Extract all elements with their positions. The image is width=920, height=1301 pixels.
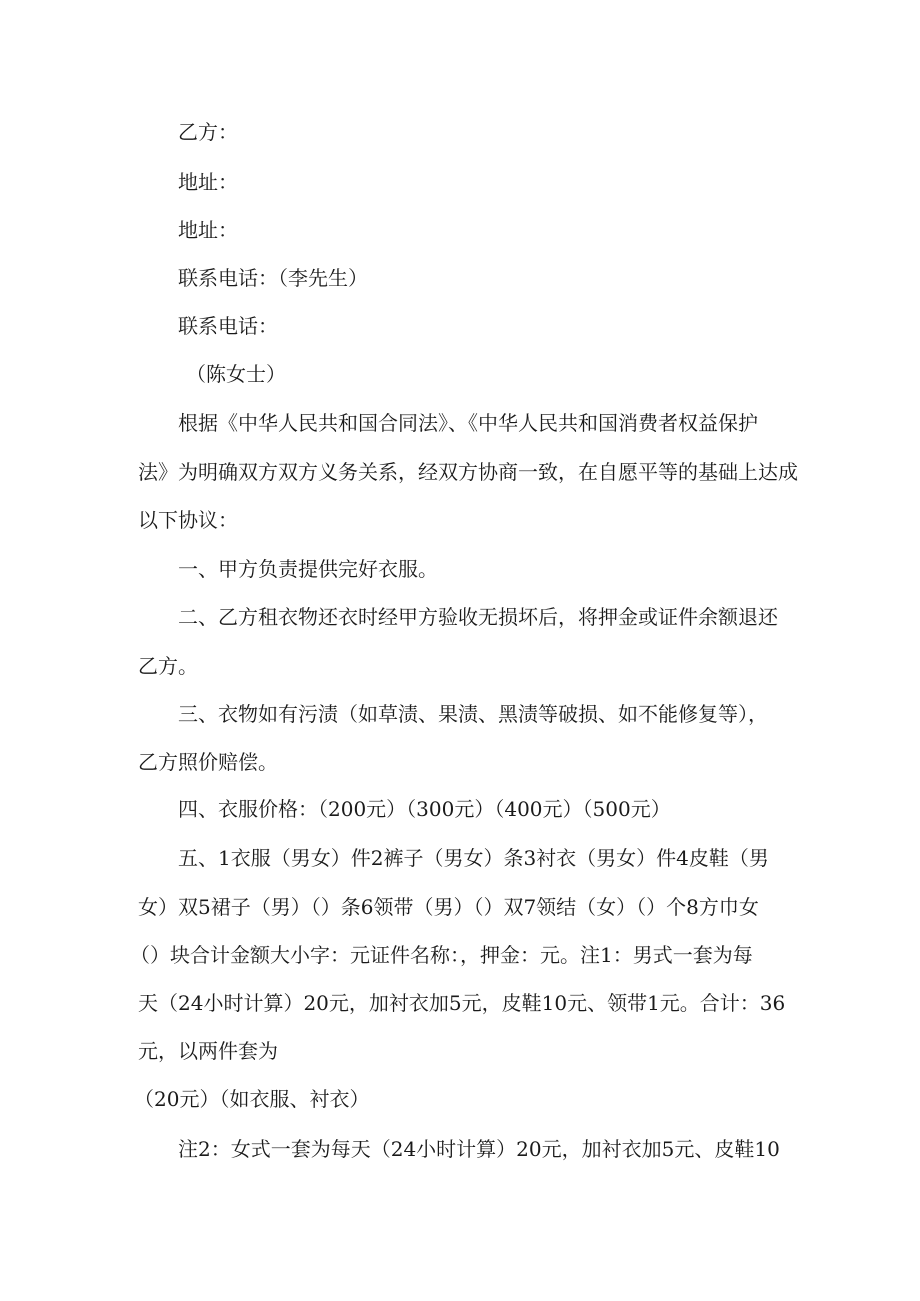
clause-3-line: 乙方照价赔偿。 xyxy=(138,750,278,774)
clause-4: 四、衣服价格：（200元）（300元）（400元）（500元） xyxy=(178,797,671,821)
clause-2-line: 二、乙方租衣物还衣时经甲方验收无损坏后，将押金或证件余额退还 xyxy=(178,605,778,629)
address-line: 地址： xyxy=(178,218,238,242)
intro-paragraph-line: 以下协议： xyxy=(138,508,238,532)
clause-5-line: 五、1衣服（男女）件2裤子（男女）条3衬衣（男女）件4皮鞋（男 xyxy=(178,846,769,870)
clause-5-line: （20元）（如衣服、衬衣） xyxy=(134,1087,370,1111)
phone-line: 联系电话：（李先生） xyxy=(178,266,368,290)
clause-2-line: 乙方。 xyxy=(138,654,198,678)
clause-1: 一、甲方负责提供完好衣服。 xyxy=(178,557,438,581)
clause-5-line: 元，以两件套为 xyxy=(138,1039,278,1063)
clause-5-line: 女）双5裙子（男）（）条6领带（男）（）双7领结（女）（）个8方巾女 xyxy=(138,895,759,919)
clause-5-line: （）块合计金额大小字：元证件名称：，押金：元。注1：男式一套为每 xyxy=(130,943,753,967)
phone-line: 联系电话： xyxy=(178,314,278,338)
clause-3-line: 三、衣物如有污渍（如草渍、果渍、黑渍等破损、如不能修复等）， xyxy=(178,702,768,726)
party-b-label: 乙方： xyxy=(178,120,238,144)
address-line: 地址： xyxy=(178,170,238,194)
contact-name: （陈女士） xyxy=(186,362,286,386)
intro-paragraph-line: 法》为明确双方双方义务关系，经双方协商一致，在自愿平等的基础上达成 xyxy=(138,460,798,484)
intro-paragraph-line: 根据《中华人民共和国合同法》、《中华人民共和国消费者权益保护 xyxy=(178,411,758,435)
note-2-line: 注2：女式一套为每天（24小时计算）20元，加衬衣加5元、皮鞋10 xyxy=(178,1137,780,1161)
clause-5-line: 天（24小时计算）20元，加衬衣加5元，皮鞋10元、领带1元。合计：36 xyxy=(138,991,786,1015)
